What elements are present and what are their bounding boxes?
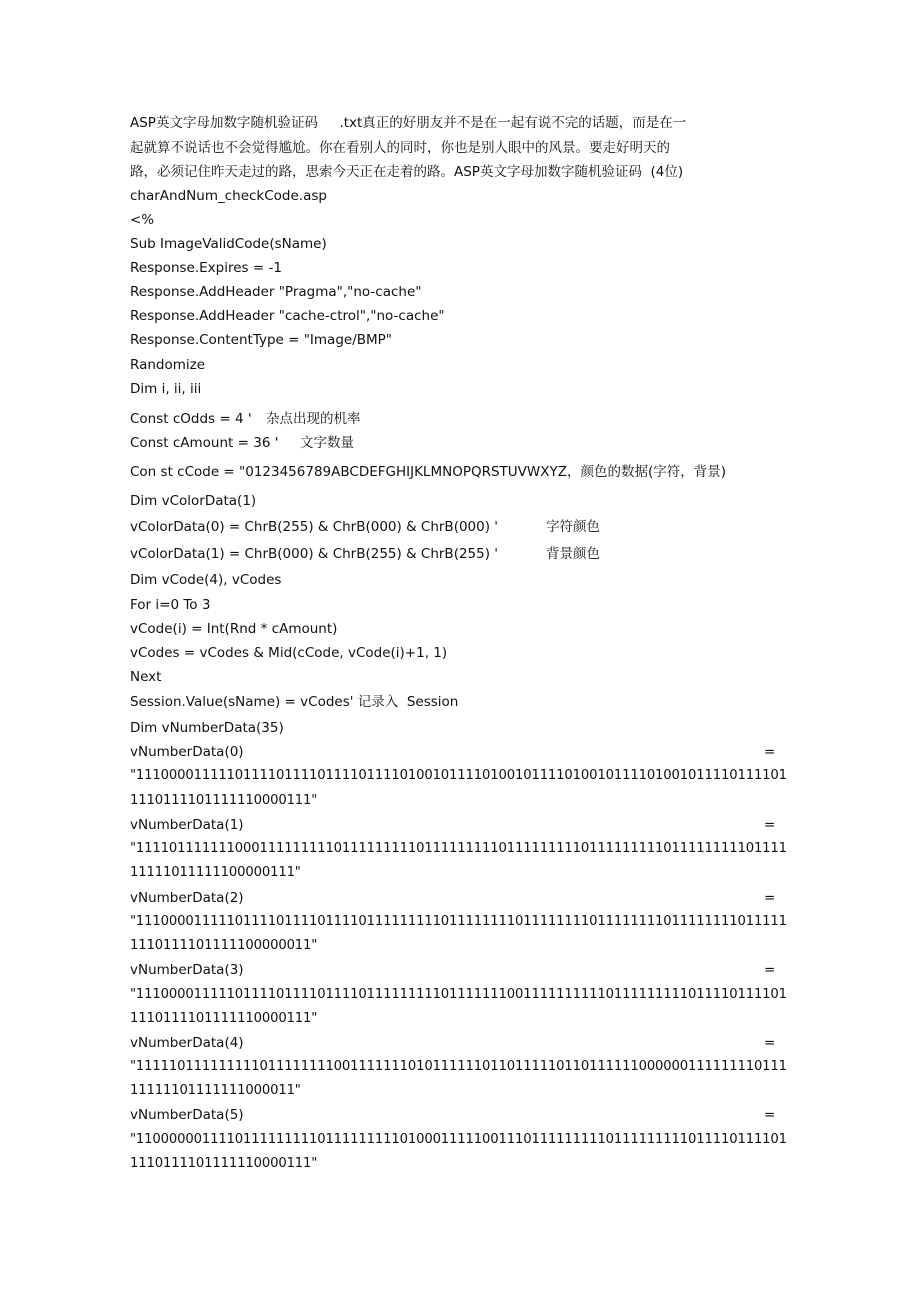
- code-for-loop: For i=0 To 3: [130, 597, 211, 613]
- number-data-name-2: vNumberData(2): [130, 890, 244, 906]
- number-data-bits-2a: "1110000111110111101111011110111111111011111111011111111011111111011111111011111: [130, 914, 787, 929]
- code-color-0: vColorData(0) = ChrB(255) & ChrB(000) & ChrB(000) ': [130, 519, 498, 535]
- number-data-bits-3a: "1110000111110111101111011110111111111011111110011111111110111111111011110111101: [130, 987, 787, 1002]
- code-cache-header: Response.AddHeader "cache-ctrol","no-cache": [130, 308, 445, 324]
- code-dim-number-data: Dim vNumberData(35): [130, 720, 284, 736]
- code-content-type: Response.ContentType = "Image/BMP": [130, 332, 393, 348]
- code-dim-i: Dim i, ii, iii: [130, 381, 202, 397]
- code-dim-vcode: Dim vCode(4), vCodes: [130, 572, 282, 588]
- number-data-bits-0b: 1110111101111110000111": [130, 793, 318, 808]
- number-data-bits-2b: 1110111101111100000011": [130, 938, 318, 953]
- intro-line-2: 起就算不说话也不会觉得尴尬。你在看别人的同时，你也是别人眼中的风景。要走好明天的: [130, 140, 670, 156]
- number-data-bits-5b: 1110111101111110000111": [130, 1156, 318, 1171]
- number-data-equals-1: =: [764, 817, 776, 833]
- number-data-bits-1a: "1111011111110001111111110111111111011111111101111111110111111111011111111101111: [130, 841, 787, 856]
- number-data-name-4: vNumberData(4): [130, 1035, 244, 1051]
- code-expires: Response.Expires = -1: [130, 260, 282, 276]
- code-color-1: vColorData(1) = ChrB(000) & ChrB(255) & ChrB(255) ': [130, 546, 498, 562]
- number-data-bits-3b: 1110111101111110000111": [130, 1011, 318, 1026]
- number-data-name-5: vNumberData(5): [130, 1107, 244, 1123]
- code-vcodes-assign: vCodes = vCodes & Mid(cCode, vCode(i)+1, 1): [130, 645, 448, 661]
- number-data-name-3: vNumberData(3): [130, 962, 244, 978]
- number-data-name-0: vNumberData(0): [130, 744, 244, 760]
- code-vcode-assign: vCode(i) = Int(Rnd * cAmount): [130, 621, 338, 637]
- number-data-bits-5a: "1100000011110111111111011111111101000111110011101111111110111111111011110111101: [130, 1132, 787, 1147]
- code-next: Next: [130, 669, 162, 685]
- intro-line-3: 路，必须记住昨天走过的路，思索今天正在走着的路。ASP英文字母加数字随机验证码 (4位): [130, 164, 684, 180]
- number-data-equals-3: =: [764, 962, 776, 978]
- code-comment-color-0: 字符颜色: [546, 519, 600, 535]
- number-data-equals-2: =: [764, 890, 776, 906]
- code-session-value: Session.Value(sName) = vCodes' 记录入 Session: [130, 694, 459, 710]
- number-data-equals-4: =: [764, 1035, 776, 1051]
- code-comment-camount: 文字数量: [300, 435, 354, 451]
- number-data-name-1: vNumberData(1): [130, 817, 244, 833]
- code-open-tag: <%: [130, 212, 155, 228]
- intro-line-1: ASP英文字母加数字随机验证码 .txt真正的好朋友并不是在一起有说不完的话题，而是在一: [130, 115, 687, 131]
- number-data-equals-0: =: [764, 744, 776, 760]
- number-data-bits-0a: "1110000111110111101111011110111101001011110100101111010010111101001011110111101: [130, 768, 787, 783]
- code-pragma-header: Response.AddHeader "Pragma","no-cache": [130, 284, 422, 300]
- number-data-bits-4a: "1111101111111110111111110011111110101111110110111110110111111000000111111110111: [130, 1059, 787, 1074]
- code-filename: charAndNum_checkCode.asp: [130, 188, 327, 204]
- code-comment-codds: 杂点出现的机率: [266, 411, 361, 427]
- number-data-bits-4b: 11111101111111000011": [130, 1083, 301, 1098]
- number-data-bits-1b: 11111011111100000111": [130, 865, 301, 880]
- code-comment-color-1: 背景颜色: [546, 546, 600, 562]
- code-const-codds: Const cOdds = 4 ': [130, 411, 252, 427]
- code-randomize: Randomize: [130, 357, 206, 373]
- code-sub-declaration: Sub ImageValidCode(sName): [130, 236, 327, 252]
- number-data-equals-5: =: [764, 1107, 776, 1123]
- code-dim-color: Dim vColorData(1): [130, 493, 257, 509]
- code-const-ccode: Con st cCode = "0123456789ABCDEFGHIJKLMNOPQRSTUVWXYZ，颜色的数据(字符，背景): [130, 464, 727, 480]
- code-const-camount: Const cAmount = 36 ': [130, 435, 279, 451]
